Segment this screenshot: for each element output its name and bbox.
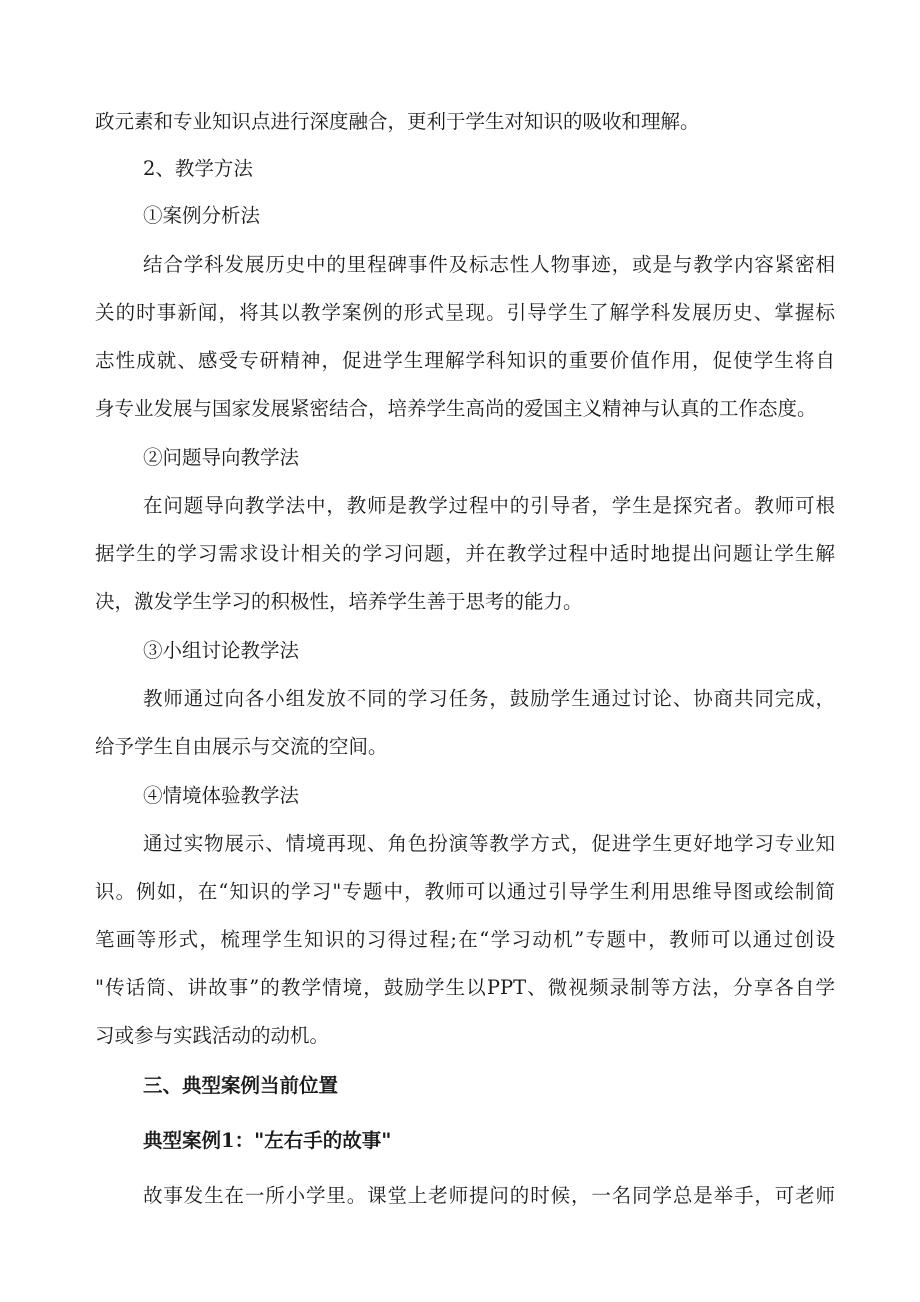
paragraph-line: 结合学科发展历史中的里程碑事件及标志性人物事迹，或是与教学内容紧密相 xyxy=(143,253,835,276)
method-4-title: ④情境体验教学法 xyxy=(143,784,300,807)
paragraph-line: "传话筒、讲故事”的教学情境，鼓励学生以PPT、微视频录制等方法，分享各自学 xyxy=(95,976,835,999)
method-2-title: ②问题导向教学法 xyxy=(143,446,300,469)
paragraph-line: 在问题导向教学法中，教师是教学过程中的引导者，学生是探究者。教师可根 xyxy=(143,494,835,517)
paragraph-line: 志性成就、感受专研精神，促进学生理解学科知识的重要价值作用，促使学生将自 xyxy=(95,349,835,372)
paragraph-line: 给予学生自由展示与交流的空间。 xyxy=(95,735,388,758)
paragraph-line: 关的时事新闻，将其以教学案例的形式呈现。引导学生了解学科发展历史、掌握标 xyxy=(95,301,835,324)
method-1-title: ①案例分析法 xyxy=(143,204,261,227)
paragraph-line: 教师通过向各小组发放不同的学习任务，鼓励学生通过讨论、协商共同完成， xyxy=(143,687,835,710)
paragraph-line: 政元素和专业知识点进行深度融合，更利于学生对知识的吸收和理解。 xyxy=(95,110,700,133)
paragraph-line: 身专业发展与国家发展紧密结合，培养学生高尚的爱国主义精神与认真的工作态度。 xyxy=(95,397,817,420)
paragraph-line: 识。例如，在“知识的学习"专题中，教师可以通过引导学生利用思维导图或绘制简 xyxy=(95,880,835,903)
paragraph-line: 习或参与实践活动的动机。 xyxy=(95,1024,330,1047)
paragraph-line: 决，激发学生学习的积极性，培养学生善于思考的能力。 xyxy=(95,590,583,613)
paragraph-line: 通过实物展示、情境再现、角色扮演等教学方式，促进学生更好地学习专业知 xyxy=(143,832,835,855)
heading-teaching-methods: 2、教学方法 xyxy=(143,157,253,180)
method-3-title: ③小组讨论教学法 xyxy=(143,639,300,662)
paragraph-line: 据学生的学习需求设计相关的学习问题，并在教学过程中适时地提出问题让学生解 xyxy=(95,542,835,565)
paragraph-line: 故事发生在一所小学里。课堂上老师提问的时候，一名同学总是举手，可老师 xyxy=(143,1184,835,1207)
paragraph-line: 笔画等形式，梳理学生知识的习得过程;在“学习动机”专题中，教师可以通过创设 xyxy=(95,928,835,951)
case-1-title: 典型案例1："左右手的故事" xyxy=(143,1129,392,1152)
section-3-title: 三、典型案例当前位置 xyxy=(143,1074,339,1097)
